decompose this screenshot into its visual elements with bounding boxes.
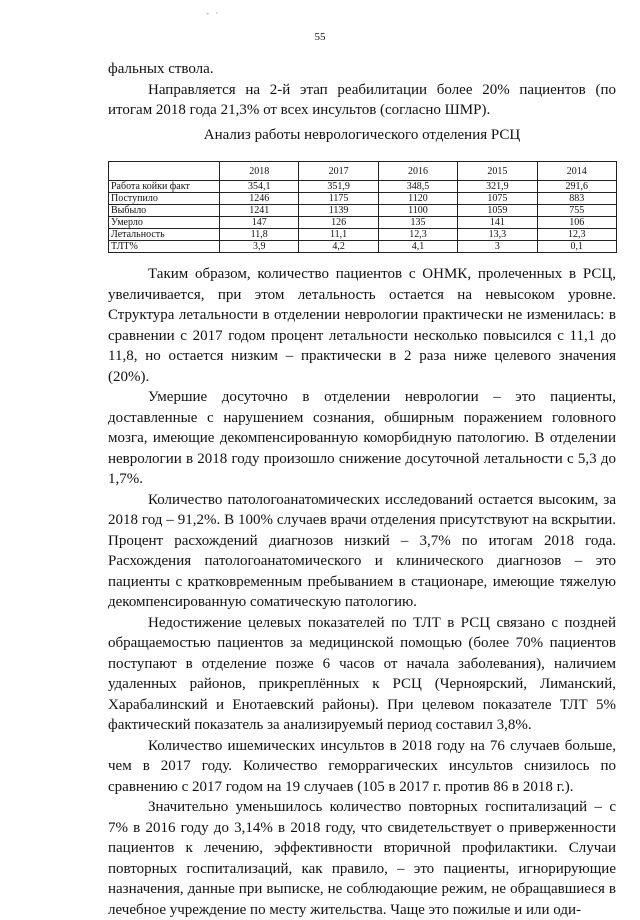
table-cell: 1246 [220, 193, 299, 205]
body-paragraph-5: Количество ишемических инсультов в 2018 году на 76 случаев больше, чем в 2017 году. Количество геморрагических инсультов снизилось по сравнению с 2017 годом на 19 случаев (105 в 2017 г. против 86 в 2018 г.). [108, 737, 616, 795]
row-label: ТЛТ% [109, 241, 220, 253]
table-cell: 106 [537, 217, 616, 229]
table-header-cell [109, 162, 220, 181]
table-cell: 755 [537, 205, 616, 217]
table-cell: 1100 [378, 205, 457, 217]
table-row [109, 229, 617, 241]
table-cell: 4,1 [378, 241, 457, 253]
table-header-cell: 2016 [378, 162, 457, 181]
table-cell: 12,3 [537, 229, 616, 241]
table-cell: 1175 [299, 193, 378, 205]
table-cell: 1120 [378, 193, 457, 205]
row-label: Поступило [109, 193, 220, 205]
intro-paragraph-1: фальных ствола. [108, 61, 214, 77]
table-cell: 883 [537, 193, 616, 205]
table-cell: 1059 [458, 205, 537, 217]
body-paragraph-2: Умершие досуточно в отделении неврологии – это пациенты, доставленные с нарушением сознания, обширным поражением головного мозга, имеющие декомпенсированную коморбидную патологию. В отделении неврологии в 2018 году произошло снижение досуточной летальности с 5,3 до 1,7%. [108, 389, 616, 487]
table-cell: 11,8 [220, 229, 299, 241]
table-cell: 321,9 [458, 181, 537, 193]
table-row [109, 241, 617, 253]
table-cell: 0,1 [537, 241, 616, 253]
body-paragraph-3: Количество патологоанатомических исследований остается высоким, за 2018 год – 91,2%. В 100% случаев врачи отделения присутствуют на вскрытии. Процент расхождений диагнозов низкий – 3,7% по итогам 2018 года. Расхождения патологоанатомического и клинического диагнозов – это пациенты с кратковременным пребыванием в стационаре, имеющие тяжелую декомпенсированную соматическую патологию. [108, 491, 616, 610]
table-cell: 1139 [299, 205, 378, 217]
table-row [109, 193, 617, 205]
table-cell: 12,3 [378, 229, 457, 241]
table-cell: 1241 [220, 205, 299, 217]
table-caption: Анализ работы неврологического отделения РСЦ [203, 127, 521, 143]
table-cell: 354,1 [220, 181, 299, 193]
table-cell: 135 [378, 217, 457, 229]
table-cell: 351,9 [299, 181, 378, 193]
table-row [109, 205, 617, 217]
row-label: Летальность [109, 229, 220, 241]
row-label: Выбыло [109, 205, 220, 217]
table-header-cell: 2015 [458, 162, 537, 181]
table-cell: 291,6 [537, 181, 616, 193]
table-cell: 11,1 [299, 229, 378, 241]
table-cell: 4,2 [299, 241, 378, 253]
table-header-row [109, 162, 617, 181]
table-cell: 348,5 [378, 181, 457, 193]
body-paragraph-6: Значительно уменьшилось количество повторных госпитализаций – с 7% в 2016 году до 3,14% в 2018 году, что свидетельствует о приверженности пациентов к лечению, эффективности вторичной профилактики. Случаи повторных госпитализаций, как правило, – это пациенты, игнорирующие назначения, данные при выписке, не соблюдающие режим, не обращавшиеся в лечебное учреждение по месту жительства. Чаще это пожилые и или оди- [108, 799, 616, 918]
body-paragraph-4: Недостижение целевых показателей по ТЛТ в РСЦ связано с поздней обращаемостью пациентов за медицинской помощью (более 70% пациентов поступают в отделение позже 6 часов от начала заболевания), наличием удаленных районов, прикреплённых к РСЦ (Черноярский, Лиманский, Харабалинский и Енотаевский районы). При целевом показателе ТЛТ 5% фактический показатель за анализируемый период составил 3,8%. [108, 614, 616, 733]
body-paragraph-1: Таким образом, количество пациентов с ОНМК, пролеченных в РСЦ, увеличивается, при этом летальность остается на невысоком уровне. Структура летальности в отделении неврологии практически не изменилась: в сравнении с 2017 годом процент летальности несколько повысился с 11,1 до 11,8, но остается низким – практически в 2 раза ниже целевого значения (20%). [108, 266, 616, 385]
table-cell: 141 [458, 217, 537, 229]
neurology-stats-table [108, 161, 617, 253]
top-mark: - · [206, 8, 221, 18]
body-text [108, 264, 616, 920]
intro-text [108, 59, 616, 121]
table-header-cell: 2014 [537, 162, 616, 181]
table-header-cell: 2018 [220, 162, 299, 181]
table-cell: 126 [299, 217, 378, 229]
intro-paragraph-2: Направляется на 2-й этап реабилитации более 20% пациентов (по итогам 2018 года 21,3% от всех инсультов (согласно ШМР). [108, 81, 616, 118]
table-row [109, 181, 617, 193]
table-cell: 13,3 [458, 229, 537, 241]
table-cell: 147 [220, 217, 299, 229]
page-number: 55 [314, 31, 326, 43]
table-header-cell: 2017 [299, 162, 378, 181]
table-cell: 3,9 [220, 241, 299, 253]
row-label: Умерло [109, 217, 220, 229]
table-cell: 1075 [458, 193, 537, 205]
table-cell: 3 [458, 241, 537, 253]
table-row [109, 217, 617, 229]
row-label: Работа койки факт [109, 181, 220, 193]
